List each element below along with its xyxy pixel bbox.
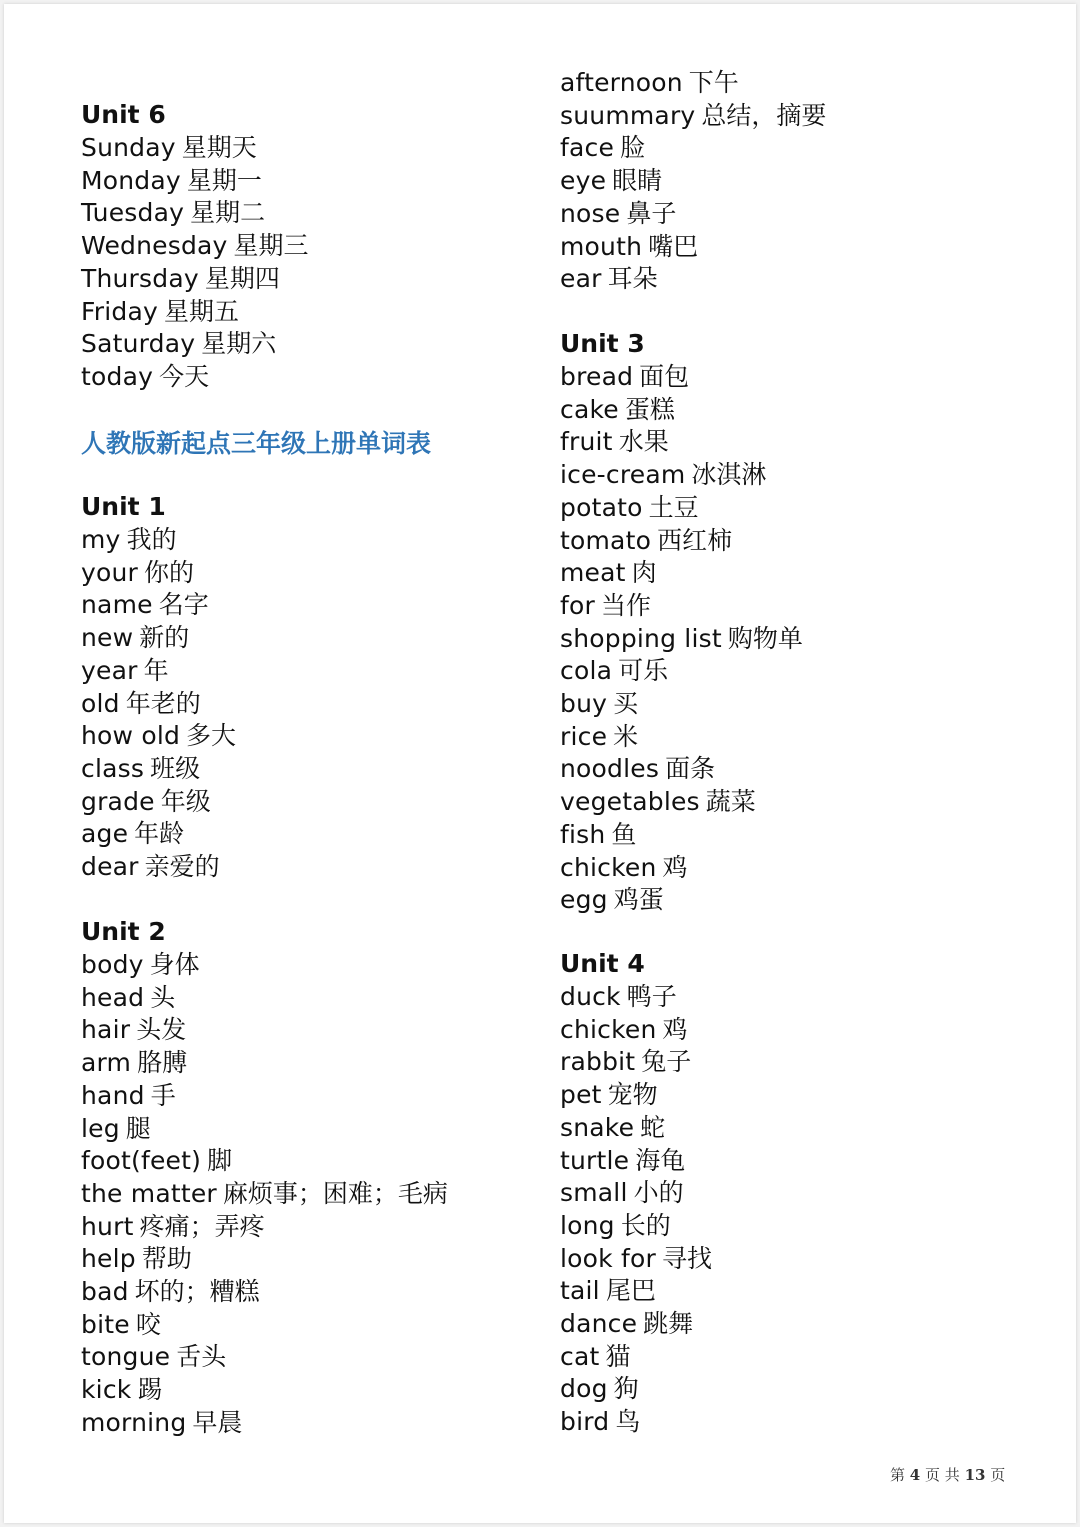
vocab-entry	[560, 263, 658, 295]
english-word: chicken	[560, 1014, 657, 1044]
english-word: for	[560, 590, 595, 620]
chinese-meaning: 身体	[149, 950, 200, 979]
vocab-entry	[560, 884, 664, 916]
vocab-entry	[560, 492, 699, 524]
unit4-heading: Unit 4	[560, 949, 645, 978]
english-word: grade	[81, 786, 155, 816]
chinese-meaning: 肉	[631, 558, 657, 588]
english-word: small	[560, 1178, 628, 1208]
chinese-meaning: 兔子	[641, 1047, 692, 1077]
vocab-entry	[560, 1275, 656, 1307]
chinese-meaning: 耳朵	[607, 264, 658, 294]
footer-middle: 页 共	[925, 1466, 960, 1484]
footer-total-pages: 13	[964, 1466, 986, 1484]
chinese-meaning: 踢	[137, 1375, 163, 1405]
document-page	[4, 4, 1076, 1523]
english-word: Tuesday	[81, 198, 185, 228]
chinese-meaning: 蛋糕	[624, 394, 675, 424]
english-word: bad	[81, 1277, 129, 1306]
vocab-entry	[560, 1341, 630, 1373]
vocab-entry	[560, 361, 689, 393]
english-word: your	[81, 557, 139, 587]
vocab-entry	[81, 622, 189, 654]
vocab-entry	[560, 819, 636, 851]
vocab-entry	[560, 981, 677, 1013]
english-word: year	[81, 655, 138, 685]
vocab-entry	[81, 851, 220, 883]
vocab-entry	[81, 1178, 448, 1210]
vocab-entry	[81, 1341, 226, 1373]
vocab-entry	[560, 1243, 712, 1275]
chinese-meaning: 年	[143, 655, 169, 685]
english-word: tail	[560, 1276, 600, 1306]
vocab-entry	[81, 982, 175, 1014]
english-word: chicken	[560, 852, 657, 882]
vocab-entry	[560, 1014, 688, 1046]
english-word: dear	[81, 852, 139, 881]
chinese-meaning: 星期六	[201, 329, 277, 359]
english-word: mouth	[560, 231, 643, 261]
chinese-meaning: 狗	[613, 1374, 639, 1404]
english-word: ear	[560, 264, 602, 294]
vocab-entry	[560, 623, 803, 655]
english-word: dance	[560, 1309, 638, 1338]
chinese-meaning: 总结，摘要	[701, 100, 827, 130]
english-word: bread	[560, 362, 634, 391]
chinese-meaning: 鼻子	[626, 198, 677, 228]
chinese-meaning: 星期五	[163, 296, 239, 326]
english-word: face	[560, 133, 615, 163]
vocab-entry	[81, 1309, 161, 1341]
vocab-entry	[81, 1211, 265, 1243]
english-word: meat	[560, 558, 626, 588]
english-word: shopping list	[560, 623, 722, 653]
footer-suffix: 页	[990, 1466, 1006, 1484]
vocab-entry	[560, 394, 675, 426]
english-word: afternoon	[560, 68, 683, 97]
vocab-entry	[560, 165, 662, 197]
chinese-meaning: 咬	[135, 1309, 161, 1339]
vocab-entry	[560, 1177, 684, 1209]
english-word: look for	[560, 1243, 656, 1273]
vocab-entry	[81, 753, 200, 785]
english-word: hair	[81, 1015, 131, 1045]
vocab-entry	[81, 361, 209, 393]
chinese-meaning: 头	[150, 982, 176, 1012]
english-word: old	[81, 688, 120, 718]
vocab-entry	[81, 132, 257, 164]
english-word: age	[81, 819, 129, 849]
english-word: fish	[560, 819, 606, 849]
chinese-meaning: 星期天	[181, 133, 257, 162]
chinese-meaning: 头发	[136, 1015, 187, 1045]
vocab-entry	[560, 426, 669, 458]
vocab-entry	[560, 557, 657, 589]
english-word: pet	[560, 1080, 602, 1110]
english-word: dog	[560, 1374, 608, 1404]
english-word: turtle	[560, 1145, 630, 1175]
chinese-meaning: 嘴巴	[648, 231, 699, 261]
chinese-meaning: 新的	[139, 623, 190, 653]
english-word: kick	[81, 1375, 132, 1405]
chinese-meaning: 星期四	[204, 263, 280, 293]
english-word: eye	[560, 166, 607, 196]
chinese-meaning: 买	[613, 689, 639, 718]
english-word: how old	[81, 721, 181, 751]
page-footer	[890, 1464, 1005, 1485]
vocab-entry	[81, 818, 184, 850]
vocab-entry	[81, 328, 276, 360]
english-word: suummary	[560, 100, 696, 130]
vocab-entry	[560, 198, 676, 230]
english-word: vegetables	[560, 787, 700, 817]
english-word: leg	[81, 1113, 120, 1143]
chinese-meaning: 土豆	[648, 492, 699, 522]
english-word: bird	[560, 1407, 610, 1437]
vocab-entry	[81, 1276, 260, 1308]
vocab-entry	[81, 197, 265, 229]
section-title: 人教版新起点三年级上册单词表	[81, 429, 432, 458]
vocab-entry	[81, 230, 309, 262]
vocab-entry	[81, 589, 209, 621]
english-word: Sunday	[81, 133, 176, 162]
chinese-meaning: 星期一	[186, 165, 262, 195]
vocab-entry	[81, 1014, 186, 1046]
chinese-meaning: 水果	[618, 427, 669, 457]
vocab-entry	[560, 753, 715, 785]
english-word: Thursday	[81, 263, 199, 293]
chinese-meaning: 鸡	[662, 852, 688, 882]
vocab-entry	[81, 720, 236, 752]
vocab-entry	[560, 1112, 665, 1144]
vocab-entry	[560, 721, 638, 753]
vocab-entry	[81, 1407, 242, 1439]
chinese-meaning: 星期二	[190, 198, 266, 228]
chinese-meaning: 腿	[125, 1113, 151, 1143]
vocab-entry	[560, 655, 668, 687]
chinese-meaning: 当作	[600, 590, 651, 620]
english-word: foot(feet)	[81, 1146, 202, 1176]
unit2-heading: Unit 2	[81, 917, 166, 946]
chinese-meaning: 长的	[620, 1210, 671, 1240]
chinese-meaning: 星期三	[233, 231, 309, 261]
english-word: Friday	[81, 296, 158, 326]
chinese-meaning: 疼痛；弄疼	[139, 1211, 265, 1241]
unit1-heading: Unit 1	[81, 492, 166, 521]
chinese-meaning: 脚	[207, 1146, 233, 1176]
vocab-entry	[560, 688, 638, 720]
vocab-entry	[560, 1308, 693, 1340]
english-word: cola	[560, 656, 613, 686]
english-word: Saturday	[81, 329, 196, 359]
vocab-entry	[560, 100, 826, 132]
chinese-meaning: 胳膊	[137, 1048, 188, 1078]
chinese-meaning: 海龟	[635, 1145, 686, 1175]
english-word: cake	[560, 394, 619, 424]
vocab-entry	[560, 1406, 640, 1438]
unit3-heading: Unit 3	[560, 329, 645, 358]
chinese-meaning: 年老的	[125, 688, 201, 718]
english-word: ice-cream	[560, 460, 686, 490]
chinese-meaning: 麻烦事；困难；毛病	[222, 1178, 448, 1208]
english-word: arm	[81, 1048, 132, 1078]
vocab-entry	[81, 786, 211, 818]
english-word: class	[81, 753, 145, 783]
chinese-meaning: 今天	[159, 361, 210, 391]
vocab-entry	[560, 852, 688, 884]
vocab-entry	[560, 1145, 685, 1177]
chinese-meaning: 鸭子	[626, 982, 677, 1011]
english-word: hurt	[81, 1211, 134, 1241]
chinese-meaning: 班级	[150, 753, 201, 783]
english-word: body	[81, 950, 144, 979]
chinese-meaning: 坏的；糟糕	[134, 1277, 260, 1306]
vocab-entry	[81, 688, 201, 720]
vocab-entry	[81, 949, 200, 981]
chinese-meaning: 多大	[186, 721, 237, 751]
chinese-meaning: 亲爱的	[144, 852, 220, 881]
chinese-meaning: 宠物	[607, 1080, 658, 1110]
english-word: buy	[560, 689, 608, 718]
chinese-meaning: 蛇	[640, 1112, 666, 1142]
english-word: my	[81, 525, 121, 554]
chinese-meaning: 购物单	[727, 623, 803, 653]
chinese-meaning: 脸	[620, 133, 646, 163]
english-word: egg	[560, 885, 608, 915]
vocab-entry	[81, 1080, 176, 1112]
english-word: name	[81, 590, 153, 620]
english-word: today	[81, 361, 154, 391]
english-word: Monday	[81, 165, 181, 195]
vocab-entry	[560, 1046, 691, 1078]
chinese-meaning: 舌头	[176, 1342, 227, 1372]
vocab-entry	[81, 1243, 192, 1275]
english-word: help	[81, 1244, 136, 1274]
vocab-entry	[81, 655, 169, 687]
chinese-meaning: 小的	[633, 1178, 684, 1208]
chinese-meaning: 可乐	[618, 656, 669, 686]
english-word: noodles	[560, 754, 660, 784]
chinese-meaning: 名字	[158, 590, 209, 620]
vocab-entry	[560, 786, 756, 818]
vocab-entry	[560, 1210, 671, 1242]
english-word: hand	[81, 1080, 145, 1110]
english-word: rice	[560, 721, 608, 751]
chinese-meaning: 蔬菜	[705, 787, 756, 817]
vocab-entry	[81, 1113, 151, 1145]
chinese-meaning: 下午	[688, 68, 739, 97]
english-word: the matter	[81, 1178, 217, 1208]
unit6-heading: Unit 6	[81, 100, 166, 129]
vocab-entry	[81, 296, 239, 328]
chinese-meaning: 寻找	[661, 1243, 712, 1273]
chinese-meaning: 鸡	[662, 1014, 688, 1044]
vocab-entry	[560, 590, 651, 622]
chinese-meaning: 跳舞	[643, 1309, 694, 1338]
english-word: new	[81, 623, 134, 653]
chinese-meaning: 面包	[639, 362, 690, 391]
chinese-meaning: 鸡蛋	[613, 885, 664, 915]
vocab-entry	[560, 525, 732, 557]
chinese-meaning: 我的	[126, 525, 177, 554]
chinese-meaning: 面条	[665, 754, 716, 784]
english-word: head	[81, 982, 145, 1012]
vocab-entry	[560, 1079, 658, 1111]
chinese-meaning: 你的	[144, 557, 195, 587]
vocab-entry	[560, 67, 739, 99]
vocab-entry	[560, 132, 645, 164]
vocab-entry	[81, 1145, 232, 1177]
chinese-meaning: 年龄	[134, 819, 185, 849]
chinese-meaning: 鱼	[611, 819, 637, 849]
chinese-meaning: 眼睛	[612, 166, 663, 196]
vocab-entry	[560, 459, 766, 491]
english-word: morning	[81, 1407, 187, 1437]
vocab-entry	[81, 1047, 187, 1079]
chinese-meaning: 冰淇淋	[691, 460, 767, 490]
english-word: bite	[81, 1309, 130, 1339]
chinese-meaning: 尾巴	[605, 1276, 656, 1306]
chinese-meaning: 西红柿	[657, 525, 733, 555]
chinese-meaning: 米	[613, 721, 639, 751]
chinese-meaning: 猫	[605, 1341, 631, 1371]
english-word: fruit	[560, 427, 613, 457]
english-word: cat	[560, 1341, 600, 1371]
english-word: nose	[560, 198, 621, 228]
vocab-entry	[81, 263, 280, 295]
vocab-entry	[81, 557, 194, 589]
chinese-meaning: 年级	[160, 786, 211, 816]
vocab-entry	[560, 231, 698, 263]
english-word: duck	[560, 982, 621, 1011]
footer-page-number: 4	[909, 1466, 921, 1484]
vocab-entry	[81, 1374, 162, 1406]
vocab-entry	[81, 524, 177, 556]
english-word: tongue	[81, 1342, 171, 1372]
vocab-entry	[81, 165, 262, 197]
english-word: potato	[560, 492, 643, 522]
chinese-meaning: 鸟	[615, 1407, 641, 1437]
english-word: tomato	[560, 525, 652, 555]
footer-prefix: 第	[890, 1466, 906, 1484]
english-word: rabbit	[560, 1047, 636, 1077]
english-word: long	[560, 1210, 615, 1240]
english-word: Wednesday	[81, 231, 228, 261]
vocab-entry	[560, 1373, 639, 1405]
chinese-meaning: 早晨	[192, 1407, 243, 1437]
english-word: snake	[560, 1112, 635, 1142]
chinese-meaning: 手	[150, 1080, 176, 1110]
chinese-meaning: 帮助	[141, 1244, 192, 1274]
